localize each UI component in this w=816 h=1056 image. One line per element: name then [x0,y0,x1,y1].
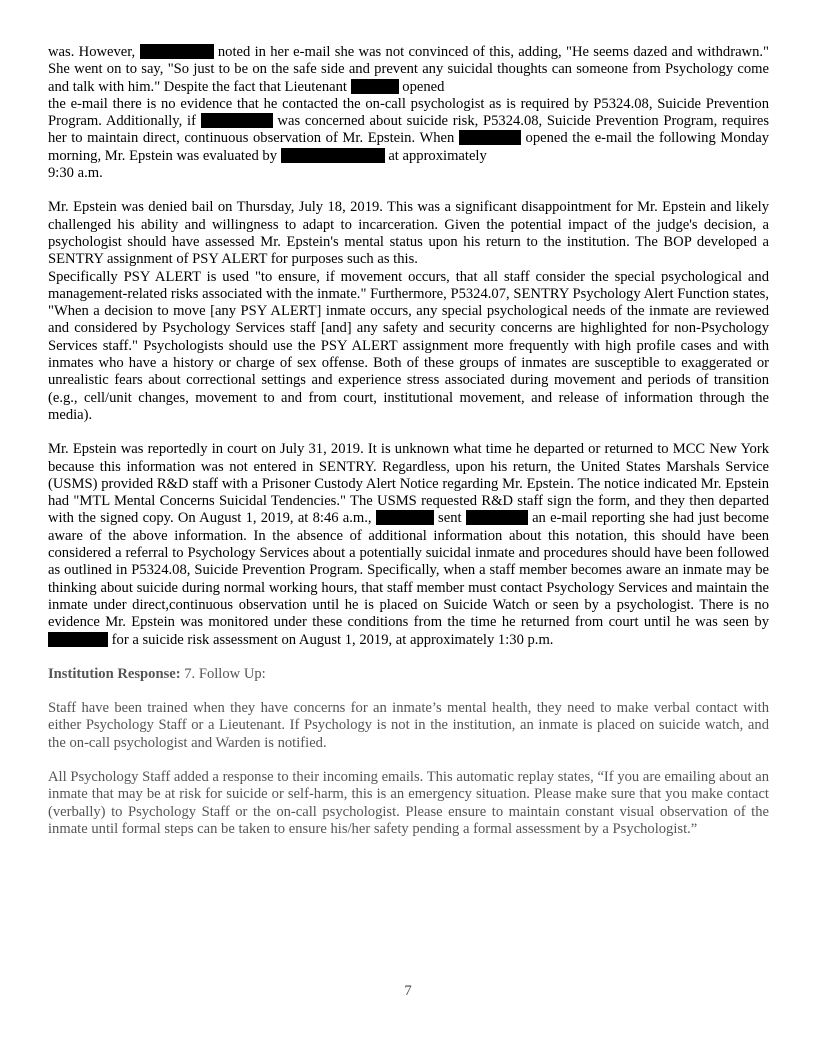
text-run: noted in her e-mail she was not convinced of this, adding, "He seems dazed and withdrawn." She went on to say, "So just to be on the safe side and prevent any suicidal thoughts can someone from Psychology come and talk with him." Despite the fact that Lieutenant [48,44,769,95]
text-run: Mr. Epstein was reportedly in court on July 31, 2019. It is unknown what time he departed or returned to MCC New York because this information was not entered in SENTRY. Regardless, upon his return, the United States Marshals Service (USMS) provided R&D staff with a Prisoner Custody Alert Notice regarding Mr. Epstein. The notice indicated Mr. Epstein had "MTL Mental Concerns Suicidal Tendencies." The USMS requested R&D staff sign the form, and they then departed with the signed copy. On August 1, 2019, at 8:46 a.m., [48,441,769,527]
paragraph-auto-reply: All Psychology Staff added a response to their incoming emails. This automatic replay states, “If you are emailing about an inmate that may be at risk for suicide or self-harm, this is an emergency situation. Please make sure that you make contact (verbally) to Psychology Staff or the on-call psychologist. Please ensure to maintain constant visual observation of the inmate until formal steps can be taken to ensure his/her safety pending a formal assessment by a Psychologist.” [48,768,769,837]
text-run: was. However, [48,44,136,60]
paragraph-psy-alert: Specifically PSY ALERT is used "to ensure, if movement occurs, that all staff consider the special psychological and management-related risks associated with the inmate." Furthermore, P5324.07, SENTRY Psychology Alert Function states, "When a decision to move [any PSY ALERT] inmate occurs, any special psychological needs of the inmate are reviewed and considered by Psychology Services staff [and] any safety and security concerns are highlighted for non-Psychology Services staff." Psychologists should use the PSY ALERT assignment more frequently with high profile cases and with inmates who have a history or charge of sex offense. Both of these groups of inmates are susceptible to exaggerated or unrealistic fears about correctional settings and experience stress associated during movement and periods of transition (e.g., cell/unit changes, movement to and from court, institutional movement, and release of information through the media). [48,268,769,423]
redaction-box [201,113,273,128]
paragraph-bail-denied: Mr. Epstein was denied bail on Thursday, July 18, 2019. This was a significant disappointment for Mr. Epstein and likely challenged his ability and willingness to adapt to incarceration. Given the potential impact of the judge's decision, a psychologist should have assessed Mr. Epstein's mental status upon his return to the institution. The BOP developed a SENTRY assignment of PSY ALERT for purposes such as this. [48,199,769,268]
paragraph-email-concern [48,44,769,182]
text-run: opened [402,78,445,95]
paragraph-court-return [48,441,769,649]
paragraph-staff-training: Staff have been trained when they have concerns for an inmate’s mental health, they need to make verbal contact with either Psychology Staff or a Lieutenant. If Psychology is not in the institution, an inmate is placed on suicide watch, and the on-call psychologist and Warden is notified. [48,700,769,751]
text-run: at approximately [388,147,487,164]
page-number: 7 [404,983,412,999]
redaction-box [281,148,385,163]
text-run: opened the e-mail the following Monday morning, Mr. Epstein was evaluated by [48,130,770,164]
response-section: 7. Follow Up: [184,665,266,682]
institution-response-heading [48,666,769,683]
text-run: was concerned about suicide risk, P5324.08, Suicide Prevention Program, requires her to maintain direct, continuous observation of Mr. Epstein. When [48,113,769,147]
document-body [48,44,769,838]
redaction-box [48,632,108,647]
text-run: for a suicide risk assessment on August 1, 2019, at approximately 1:30 p.m. [111,631,554,648]
text-run: sent [438,510,462,527]
text-run: the e-mail there is no evidence that he contacted the on-call psychologist as is required by P5324.08, Suicide Prevention Program. Additionally, if [48,95,769,130]
text-run: an e-mail reporting she had just become aware of the above information. In the absence of additional information about this notation, this should have been considered a referral to Psychology Services about a potentially suicidal inmate and procedures should have been followed as outlined in P5324.08, Suicide Prevention Program. Specifically, when a staff member becomes aware an inmate may be thinking about suicide during normal working hours, that staff member must contact Psychology Services and maintain the inmate under direct,continuous observation until he is placed on Suicide Watch or seen by a psychologist. There is no evidence Mr. Epstein was monitored under these conditions from the time he returned from court until he was seen by [48,510,770,631]
redaction-box [376,510,434,525]
redaction-box [459,130,521,145]
redaction-box [140,44,214,59]
text-run: 9:30 a.m. [48,165,103,182]
redaction-box [351,79,399,94]
redaction-box [466,510,528,525]
response-label: Institution Response: [48,665,181,682]
